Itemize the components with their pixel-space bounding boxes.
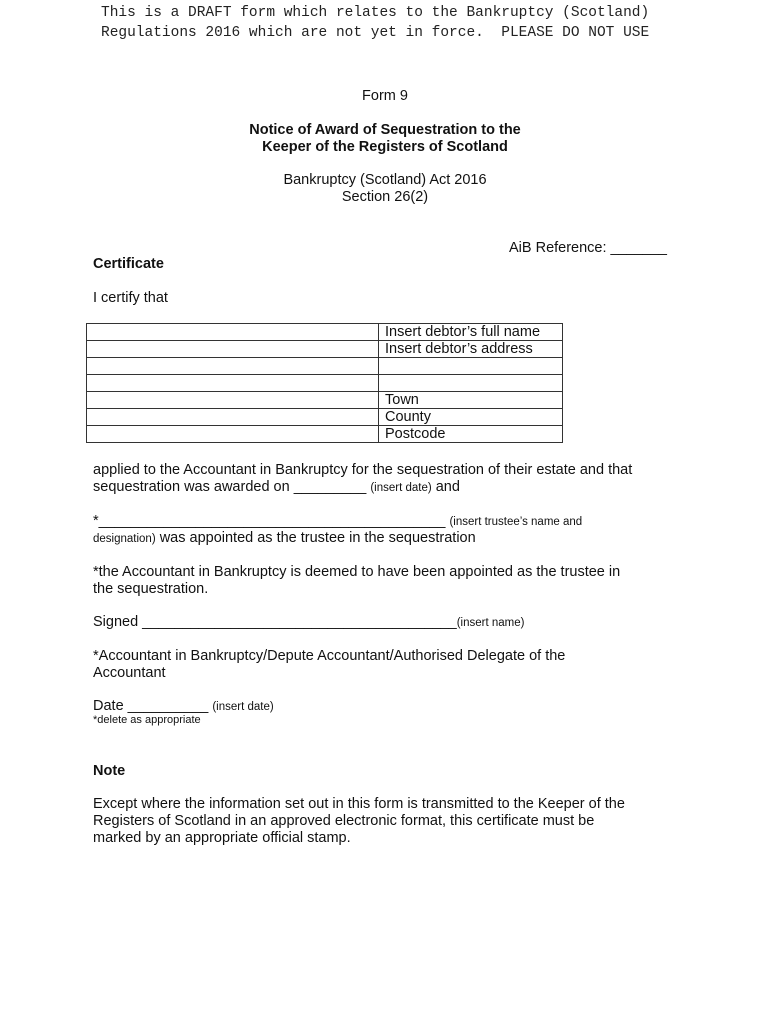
trustee-appointed-text: was appointed as the trustee in the sequestration [159, 530, 476, 546]
aib-reference: AiB Reference: _______ [509, 240, 667, 256]
table-row [87, 409, 563, 426]
entry-cell[interactable] [87, 426, 379, 443]
certificate-intro: I certify that [93, 290, 168, 306]
signature-blank[interactable]: Signed _______________________________________ [93, 614, 457, 630]
note-line-2: Registers of Scotland in an approved electronic format, this certificate must be [93, 813, 595, 829]
form-number: Form 9 [362, 88, 408, 104]
insert-name-hint: (insert name) [456, 617, 525, 629]
entry-cell[interactable] [87, 375, 379, 392]
label-cell [379, 375, 563, 392]
debtor-details-table [86, 323, 563, 443]
date-blank[interactable]: Date __________ [93, 698, 209, 714]
deemed-line-2: the sequestration. [93, 581, 209, 597]
table-row [87, 324, 563, 341]
act-section: Section 26(2) [341, 189, 429, 205]
insert-date-hint: (insert date) [212, 701, 274, 713]
entry-cell[interactable] [87, 341, 379, 358]
table-row [87, 426, 563, 443]
label-cell: Town [379, 392, 563, 409]
entry-cell[interactable] [87, 409, 379, 426]
certificate-heading: Certificate [93, 256, 164, 272]
trustee-hint: (insert trustee’s name and [449, 516, 583, 528]
draft-notice-line-1: This is a DRAFT form which relates to the Bankruptcy (Scotland) [101, 5, 650, 21]
delete-note: *delete as appropriate [93, 714, 201, 726]
label-cell: County [379, 409, 563, 426]
trustee-line-1 [93, 513, 582, 531]
table-row [87, 358, 563, 375]
designation-hint: designation) [93, 533, 156, 545]
label-cell: Postcode [379, 426, 563, 443]
label-cell: Insert debtor’s full name [379, 324, 563, 341]
note-line-1: Except where the information set out in this form is transmitted to the Keeper of the [93, 796, 625, 812]
signed-line [93, 614, 524, 632]
note-heading: Note [93, 763, 126, 779]
note-line-3: marked by an appropriate official stamp. [93, 830, 351, 846]
table-row [87, 375, 563, 392]
entry-cell[interactable] [87, 392, 379, 409]
entry-cell[interactable] [87, 324, 379, 341]
label-cell [379, 358, 563, 375]
act-name: Bankruptcy (Scotland) Act 2016 [283, 172, 487, 188]
award-date-blank[interactable]: sequestration was awarded on _________ [93, 479, 367, 495]
applied-line-1: applied to the Accountant in Bankruptcy for the sequestration of their estate and that [93, 462, 633, 478]
applied-line-2 [93, 479, 460, 497]
form-title-line-2: Keeper of the Registers of Scotland [262, 139, 508, 155]
label-cell: Insert debtor’s address [379, 341, 563, 358]
trustee-name-blank[interactable]: *___________________________________________ [93, 513, 446, 529]
entry-cell[interactable] [87, 358, 379, 375]
role-line-2: Accountant [93, 665, 166, 681]
table-row [87, 392, 563, 409]
draft-notice-line-2: Regulations 2016 which are not yet in force. PLEASE DO NOT USE [101, 25, 650, 41]
deemed-line-1: *the Accountant in Bankruptcy is deemed to have been appointed as the trustee in [93, 564, 621, 580]
trustee-line-2 [93, 530, 476, 548]
table-row [87, 341, 563, 358]
and-text: and [435, 479, 460, 495]
role-line-1: *Accountant in Bankruptcy/Depute Accountant/Authorised Delegate of the [93, 648, 566, 664]
form-title-line-1: Notice of Award of Sequestration to the [249, 122, 521, 138]
insert-date-hint: (insert date) [370, 482, 432, 494]
